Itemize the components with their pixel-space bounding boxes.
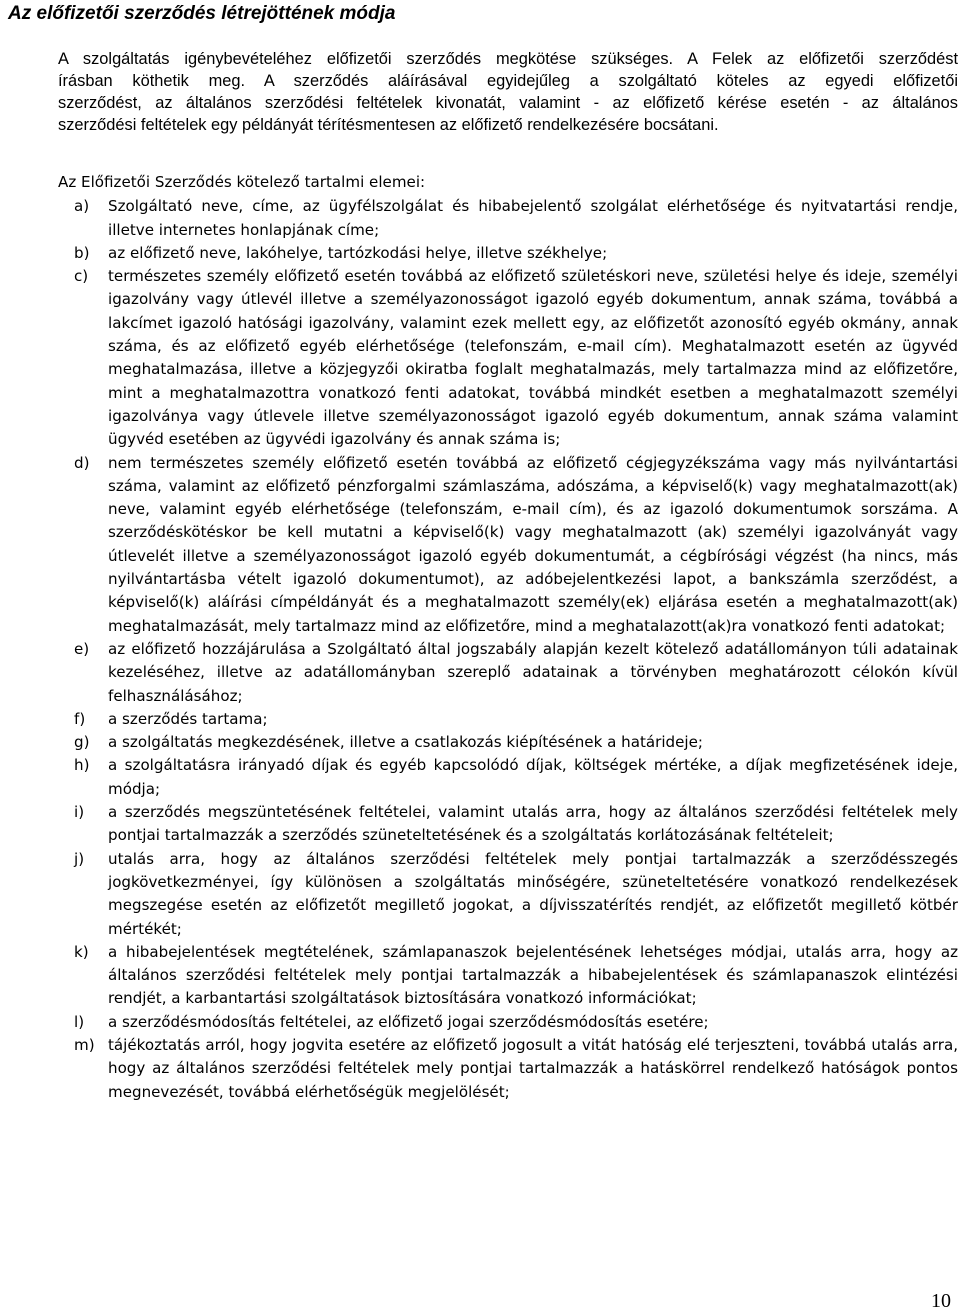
list-item-text: a szerződés megszüntetésének feltételei, valamint utalás arra, hogy az általános szerződési feltételek mely pontjai tartalmazzák a szerződés szüneteltetésének és a szolgáltatás korlátozásának feltételeit; [108,803,958,845]
list-item-text: természetes személy előfizető esetén továbbá az előfizető születéskori neve, születési helye és ideje, személyi igazolvány vagy útlevél illetve a személyazonosságot igazoló egyéb dokumentum, annak száma, továbbá a lakcímet igazoló hatósági igazolvány, valamint ezek mellett egy, az előfizetőt azonosító egyéb okmány, annak száma, és az előfizető egyéb elérhetősége (telefonszám, e-mail cím). Meghatalmazott esetén az ügyvéd meghatalmazása, illetve a közjegyzői okiratba foglalt meghatalmazás, mely tartalmazza mind az előfizetőre, mint a meghatalmazottra vonatkozó fenti adatokat, továbbá mindkét esetben a meghatalmazott személyi igazolványa vagy útlevele illetve személyazonosságot igazoló egyéb dokumentum, annak száma valamint ügyvéd esetében az ügyvédi igazolvány és annak száma is; [108,267,958,449]
list-item-text: nem természetes személy előfizető esetén továbbá az előfizető cégjegyzékszáma vagy más nyilvántartási száma, valamint az előfizető pénzforgalmi számlaszáma, adószáma, a képviselő(k) vagy meghatalmazott(ak) neve, valamint egyéb elérhetősége (telefonszám, e-mail cím), és az igazoló dokumentumok sorszáma. A szerződéskötéskor be kell mutatni a képviselő(k) vagy meghatalmazott (ak) személyi igazolványát vagy útlevelét illetve a személyazonosságot igazoló egyéb dokumentumát, a cégbírósági végzést (ha nincs, más nyilvántartásba vételt igazoló dokumentumot), az adóbejelentkezési lapot, a bankszámla szerződést, a képviselő(k) aláírási címpéldányát és a meghatalmazott személy(ek) eljárása esetén a meghatalmazott(ak) meghatalmazását, mely tartalmazz mind az előfizetőre, mind a meghatalazott(ak)ra vonatkozó fenti adatokat; [108,453,958,635]
list-item-marker: j) [74,849,85,868]
list-item [58,265,958,451]
list-item-marker: k) [74,942,89,961]
list-item-text: a szerződés tartama; [108,709,268,728]
mandatory-elements-section [58,171,958,1104]
list-item-marker: g) [74,733,90,752]
list-item-marker: c) [74,267,89,286]
list-item-text: a hibabejelentések megtételének, számlapanaszok bejelentésének lehetséges módjai, utalás arra, hogy az általános szerződési feltételek mely pontjai tartalmazzák a hibabejelentések és számlapanaszok elintézési rendjét, a karbantartási szolgáltatások biztosítására vonatkozó információkat; [108,942,958,1008]
list-item [58,941,958,1011]
intro-line: szerződési feltételek egy példányát térítésmentesen az előfizető rendelkezésére bocsátani. [58,116,719,134]
list-item-marker: l) [74,1012,85,1031]
list-item [58,1034,958,1104]
list-item-text: az előfizető hozzájárulása a Szolgáltató által jogszabály alapján kezelt kötelező adatállományon túli adatainak kezeléséhez, illetve az adatállományban szereplő adatainak a törvényben meghatározott célokón kívül felhasználásához; [108,639,958,705]
list-item [58,638,958,708]
list-item-marker: b) [74,243,90,262]
list-item-marker: e) [74,639,90,658]
page-number: 10 [931,1290,951,1312]
list-item-marker: f) [74,709,86,728]
section-heading: Az előfizetői szerződés létrejöttének módja [8,3,396,24]
list-item [58,848,958,941]
list-item-text: Szolgáltató neve, címe, az ügyfélszolgálat és hibabejelentő szolgálat elérhetősége és nyitvatartási rendje, illetve internetes honlapjának címe; [108,197,958,239]
intro-line: írásban köthetik meg. A szerződés aláírásával egyidejűleg a szolgáltató köteles az egyedi előfizetői [58,72,958,90]
list-title: Az Előfizetői Szerződés kötelező tartalmi elemei: [58,173,426,191]
list-item [58,1011,958,1034]
intro-line: A szolgáltatás igénybevételéhez előfizetői szerződés megkötése szükséges. A Felek az előfizetői szerződést [58,50,958,68]
intro-line: szerződést, az általános szerződési feltételek kivonatát, valamint - az előfizető kérése esetén - az általános [58,94,958,112]
list-item [58,195,958,242]
list-item-marker: h) [74,756,90,775]
list-item [58,801,958,848]
list-item [58,754,958,801]
intro-paragraph [58,48,958,136]
list-item-text: tájékoztatás arról, hogy jogvita esetére az előfizető jogosult a vitát hatóság elé terjeszteni, továbbá utalás arra, hogy az általános szerződési feltételek mely pontjai tartalmazzák a hatáskörrel rendelkező hatóságok pontos megnevezését, továbbá elérhetőségük megjelölését; [108,1035,958,1101]
list-item-marker: a) [74,197,90,216]
list-item-marker: m) [74,1035,95,1054]
list-item-marker: i) [74,803,85,822]
list-item-text: az előfizető neve, lakóhelye, tartózkodási helye, illetve székhelye; [108,243,608,262]
list-item-text: utalás arra, hogy az általános szerződési feltételek mely pontjai tartalmazzák a szerződésszegés jogkövetkezményei, így különösen a szolgáltatás minőségére, szüneteltetésére vonatkozó rendelkezések megszegése esetén az előfizetőt megillető jogokat, a díjvisszatérítés rendjét, az előfizetőt megillető kötbér mértékét; [108,849,958,938]
list-item-text: a szerződésmódosítás feltételei, az előfizető jogai szerződésmódosítás esetére; [108,1012,709,1031]
list-item [58,452,958,638]
list-item-marker: d) [74,453,90,472]
list-item [58,242,958,265]
list-item-text: a szolgáltatás megkezdésének, illetve a csatlakozás kiépítésének a határideje; [108,733,703,752]
mandatory-elements-list [58,195,958,1104]
list-item [58,731,958,754]
list-item [58,708,958,731]
list-item-text: a szolgáltatásra irányadó díjak és egyéb kapcsolódó díjak, költségek mértéke, a díjak megfizetésének ideje, módja; [108,756,958,798]
